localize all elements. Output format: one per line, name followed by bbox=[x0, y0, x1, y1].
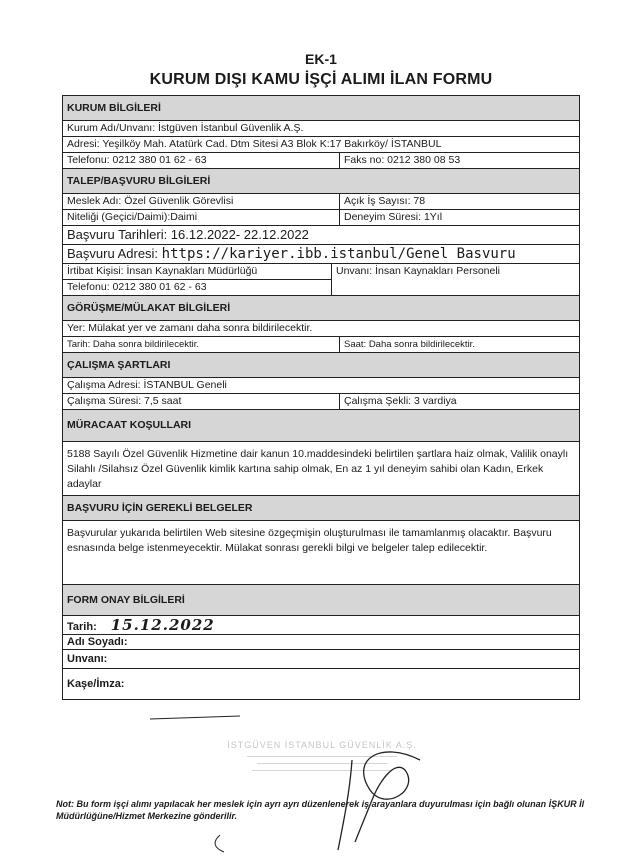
section-muracaat-heading: MÜRACAAT KOŞULLARI bbox=[63, 410, 579, 442]
muracaat-text: 5188 Sayılı Özel Güvenlik Hizmetine dair kanun 10.maddesindeki belirtilen şartlara haiz olmak, Valilik onaylı Silahlı /Silahsız Özel Güvenlik kimlik kartına sahip olmak, En az 1 yıl deneyim sahibi olan Kadın, Erkek adaylar bbox=[63, 442, 579, 496]
irtibat-kisisi: İrtibat Kişisi: İnsan Kaynakları Müdürlüğü bbox=[63, 264, 331, 280]
basvuru-tarihleri: Başvuru Tarihleri: 16.12.2022- 22.12.2022 bbox=[63, 226, 579, 245]
onay-kase-imza: Kaşe/İmza: bbox=[63, 669, 579, 700]
acik-is-sayisi: Açık İş Sayısı: 78 bbox=[344, 195, 426, 207]
stamp-company-name: İSTGÜVEN İSTANBUL GÜVENLİK A.Ş. bbox=[227, 740, 417, 750]
basvuru-adresi-label: Başvuru Adresi: bbox=[67, 246, 162, 261]
deneyim-suresi: Deneyim Süresi: 1Yıl bbox=[344, 211, 443, 223]
belgeler-text: Başvurular yukarıda belirtilen Web sitesine özgeçmişin oluşturulması ile tamamlanmış olacaktır. Başvuru esnasında belge istenmeyecektir. Mülakat sonrası gerekli bilgi ve belgeler talep edilecektir. bbox=[63, 521, 579, 585]
section-calisma-heading: ÇALIŞMA ŞARTLARI bbox=[63, 353, 579, 378]
section-kurum-heading: KURUM BİLGİLERİ bbox=[63, 96, 579, 121]
kurum-fax: Faks no: 0212 380 08 53 bbox=[344, 154, 461, 166]
section-talep-heading: TALEP/BAŞVURU BİLGİLERİ bbox=[63, 169, 579, 194]
niteligi: Niteliği (Geçici/Daimi):Daimi bbox=[63, 210, 340, 225]
section-onay-heading: FORM ONAY BİLGİLERİ bbox=[63, 585, 579, 616]
onay-tarih-label: Tarih: bbox=[67, 621, 97, 633]
kurum-address: Adresi: Yeşilköy Mah. Atatürk Cad. Dtm Sitesi A3 Blok K:17 Bakırköy/ İSTANBUL bbox=[63, 137, 579, 153]
section-gorusme-heading: GÖRÜŞME/MÜLAKAT BİLGİLERİ bbox=[63, 296, 579, 321]
meslek-adi: Meslek Adı: Özel Güvenlik Görevlisi bbox=[63, 194, 340, 209]
onay-unvan: Unvanı: bbox=[63, 650, 579, 669]
kurum-phone: Telefonu: 0212 380 01 62 - 63 bbox=[63, 153, 340, 168]
form-annex-label: EK-1 bbox=[305, 51, 337, 67]
form-title: KURUM DIŞI KAMU İŞÇİ ALIMI İLAN FORMU bbox=[149, 71, 493, 88]
onay-adsoyad: Adı Soyadı: bbox=[63, 635, 579, 650]
calisma-adresi: Çalışma Adresi: İSTANBUL Geneli bbox=[63, 378, 579, 394]
irtibat-telefon: Telefonu: 0212 380 01 62 - 63 bbox=[67, 281, 207, 293]
basvuru-url-link[interactable]: https://kariyer.ibb.istanbul/Genel Basvuru bbox=[161, 246, 516, 262]
mulakat-saat: Saat: Daha sonra bildirilecektir. bbox=[344, 339, 475, 350]
calisma-suresi: Çalışma Süresi: 7,5 saat bbox=[63, 394, 340, 409]
mulakat-yer: Yer: Mülakat yer ve zamanı daha sonra bildirilecektir. bbox=[63, 321, 579, 337]
calisma-sekli: Çalışma Şekli: 3 vardiya bbox=[344, 395, 457, 407]
onay-tarih-handwritten: 15.12.2022 bbox=[110, 616, 215, 634]
irtibat-unvan: Unvanı: İnsan Kaynakları Personeli bbox=[336, 265, 501, 277]
section-belgeler-heading: BAŞVURU İÇİN GEREKLİ BELGELER bbox=[63, 496, 579, 521]
mulakat-tarih: Tarih: Daha sonra bildirilecektir. bbox=[63, 337, 340, 352]
footer-note: Not: Bu form işçi alımı yapılacak her meslek için ayrı ayrı düzenlenerek iş arayanlara duyurulması için bağlı olunan İŞKUR İl Müdürlüğüne/Hizmet Merkezine gönderilir. bbox=[56, 799, 585, 821]
kurum-name: Kurum Adı/Unvanı: İstgüven İstanbul Güvenlik A.Ş. bbox=[63, 121, 579, 137]
